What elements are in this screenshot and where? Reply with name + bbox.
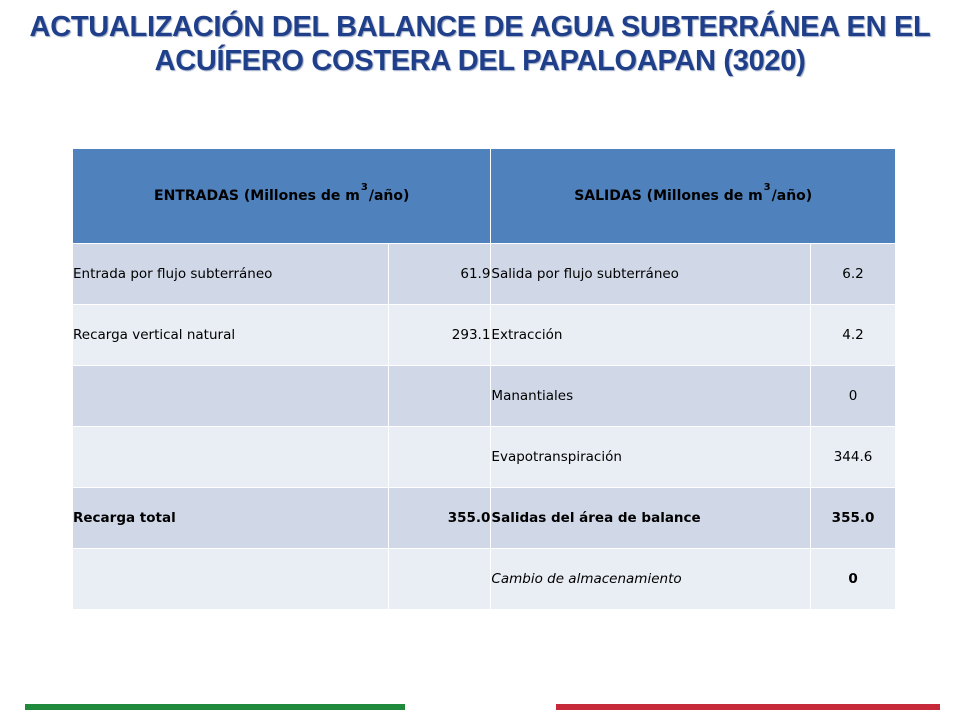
entrada-label: Recarga vertical natural: [73, 305, 389, 366]
table-row: [73, 244, 896, 305]
salida-label: Manantiales: [491, 366, 811, 427]
table-header-row: [73, 149, 896, 244]
cambio-almacenamiento-label: Cambio de almacenamiento: [491, 549, 811, 610]
salida-value: 4.2: [811, 305, 896, 366]
title-line-2: ACUÍFERO COSTERA DEL PAPALOAPAN (3020): [154, 45, 806, 77]
entrada-value: [388, 549, 491, 610]
salida-value: 0: [811, 366, 896, 427]
entrada-label: [73, 427, 389, 488]
title-line-1: ACTUALIZACIÓN DEL BALANCE DE AGUA SUBTERRÁNEA EN EL: [29, 11, 931, 43]
table-row: [73, 427, 896, 488]
salida-value: 6.2: [811, 244, 896, 305]
entrada-value: 61.9: [388, 244, 491, 305]
salidas-header: SALIDAS (Millones de $m^3/año$): [491, 149, 896, 244]
table-row: [73, 366, 896, 427]
footer-red-bar: [556, 704, 940, 710]
entrada-value: [388, 427, 491, 488]
recarga-total-value: 355.0: [388, 488, 491, 549]
salidas-total-label: Salidas del área de balance: [491, 488, 811, 549]
recarga-total-label: Recarga total: [73, 488, 389, 549]
table-row: [73, 305, 896, 366]
footer-green-bar: [25, 704, 405, 710]
entradas-header: ENTRADAS (Millones de $m^3/año$): [73, 149, 491, 244]
entrada-value: 293.1: [388, 305, 491, 366]
entrada-label: Entrada por flujo subterráneo: [73, 244, 389, 305]
salida-label: Extracción: [491, 305, 811, 366]
entrada-value: [388, 366, 491, 427]
entrada-label: [73, 549, 389, 610]
slide-title: [20, 10, 940, 78]
salida-value: 344.6: [811, 427, 896, 488]
table-row-storage: [73, 549, 896, 610]
salidas-total-value: 355.0: [811, 488, 896, 549]
entrada-label: [73, 366, 389, 427]
table-row-totals: [73, 488, 896, 549]
cambio-almacenamiento-value: 0: [811, 549, 896, 610]
balance-table: [72, 148, 896, 610]
salida-label: Evapotranspiración: [491, 427, 811, 488]
salida-label: Salida por flujo subterráneo: [491, 244, 811, 305]
